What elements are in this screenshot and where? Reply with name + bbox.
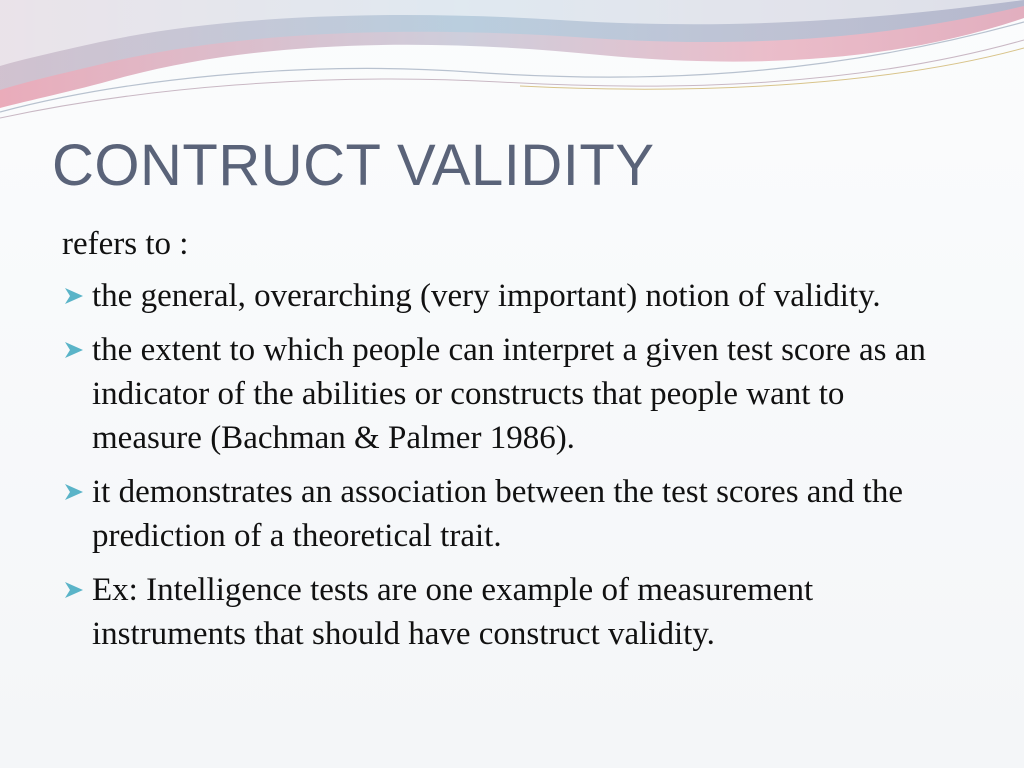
bullet-item [62, 568, 962, 656]
slide-body [62, 222, 962, 666]
bullet-item [62, 274, 962, 318]
arrow-bullet-icon [62, 340, 86, 360]
bullet-item [62, 470, 962, 558]
bullet-text: the general, overarching (very important) notion of validity. [92, 278, 881, 314]
bullet-item [62, 328, 962, 460]
slide-title: CONTRUCT VALIDITY [52, 133, 655, 198]
arrow-bullet-icon [62, 482, 86, 502]
arrow-bullet-icon [62, 580, 86, 600]
wave-decoration [0, 0, 1024, 130]
bullet-text: Ex: Intelligence tests are one example of measurement instruments that should have construct validity. [92, 572, 814, 652]
bullet-list [62, 274, 962, 656]
arrow-bullet-icon [62, 286, 86, 306]
bullet-text: the extent to which people can interpret a given test score as an indicator of the abilities or constructs that people want to measure (Bachman & Palmer 1986). [92, 332, 926, 456]
intro-text: refers to : [62, 226, 189, 262]
bullet-text: it demonstrates an association between the test scores and the prediction of a theoretical trait. [92, 474, 903, 554]
